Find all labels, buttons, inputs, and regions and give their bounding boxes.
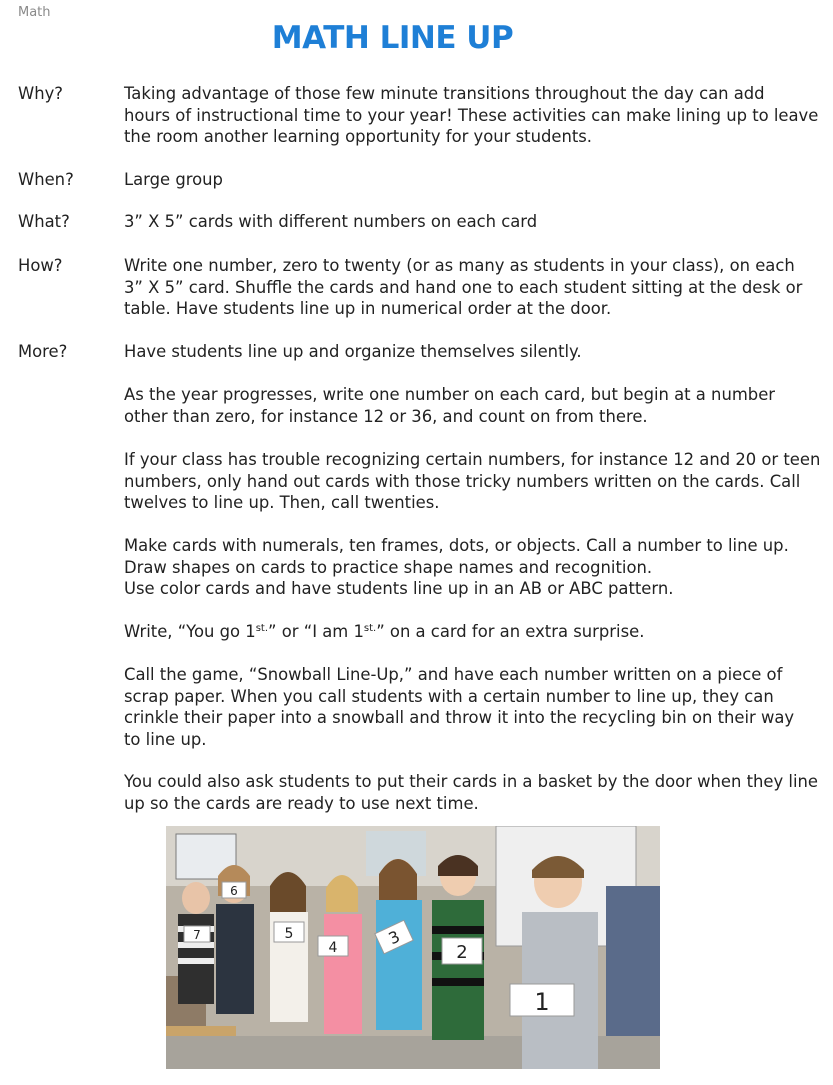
text-line: table. Have students line up in numerical order at the door.: [124, 299, 612, 318]
section-body: [124, 169, 833, 191]
text-line: If your class has trouble recognizing certain numbers, for instance 12 and 20 or teen: [124, 450, 821, 469]
text-line: crinkle their paper into a snowball and throw it into the recycling bin on their way: [124, 708, 795, 727]
text-line: Large group: [124, 170, 223, 189]
students-lineup-photo: [166, 826, 660, 1069]
section-label: How?: [18, 256, 63, 275]
text-line: numbers, only hand out cards with those tricky numbers written on the cards. Call: [124, 471, 801, 491]
section-label: Why?: [18, 84, 63, 103]
section-body: [124, 83, 833, 148]
text-line: hours of instructional time to your year! These activities can make lining up to leave: [124, 105, 819, 125]
text-line: up so the cards are ready to use next time.: [124, 793, 479, 813]
section-body: [124, 211, 833, 233]
text-line: Use color cards and have students line up in an AB or ABC pattern.: [124, 579, 674, 598]
text-line: 3” X 5” card. Shuffle the cards and hand one to each student sitting at the desk or: [124, 277, 803, 297]
text-line: the room another learning opportunity for your students.: [124, 127, 593, 146]
card-number: 5: [284, 926, 294, 942]
text-line: 3” X 5” cards with different numbers on each card: [124, 212, 538, 231]
text-line: Write, “You go $1^{st.}$” or “I am $1^{st.}$” on a card for an extra surprise.: [124, 622, 645, 641]
card-number: 3: [385, 926, 403, 949]
card-number: 2: [456, 942, 468, 963]
section-body: [124, 255, 833, 320]
section-label: When?: [18, 170, 74, 189]
section-body: [124, 341, 833, 363]
text-line: other than zero, for instance 12 or 36, and count on from there.: [124, 406, 648, 426]
text-line: You could also ask students to put their cards in a basket by the door when they line: [124, 772, 818, 791]
text-line: scrap paper. When you call students with a certain number to line up, they can: [124, 686, 774, 706]
card-number: 6: [230, 884, 238, 898]
text-line: twelves to line up. Then, call twenties.: [124, 493, 440, 512]
text-line: As the year progresses, write one number on each card, but begin at a number: [124, 385, 776, 404]
page-title: MATH LINE UP: [271, 20, 514, 56]
card-number: 7: [193, 928, 201, 942]
text-line: Taking advantage of those few minute transitions throughout the day can add: [124, 84, 765, 103]
text-line: Write one number, zero to twenty (or as many as students in your class), on each: [124, 256, 795, 275]
section-label: More?: [18, 342, 68, 361]
text-line: Call the game, “Snowball Line-Up,” and have each number written on a piece of: [124, 665, 783, 684]
text-line: Draw shapes on cards to practice shape names and recognition.: [124, 557, 653, 577]
subject-label: Math: [18, 5, 51, 20]
card-number: 1: [534, 988, 550, 1016]
text-line: Make cards with numerals, ten frames, dots, or objects. Call a number to line up.: [124, 536, 789, 555]
card-number: 4: [328, 940, 338, 956]
section-label: What?: [18, 212, 70, 231]
text-line: Have students line up and organize themselves silently.: [124, 342, 582, 361]
text-line: to line up.: [124, 729, 207, 749]
